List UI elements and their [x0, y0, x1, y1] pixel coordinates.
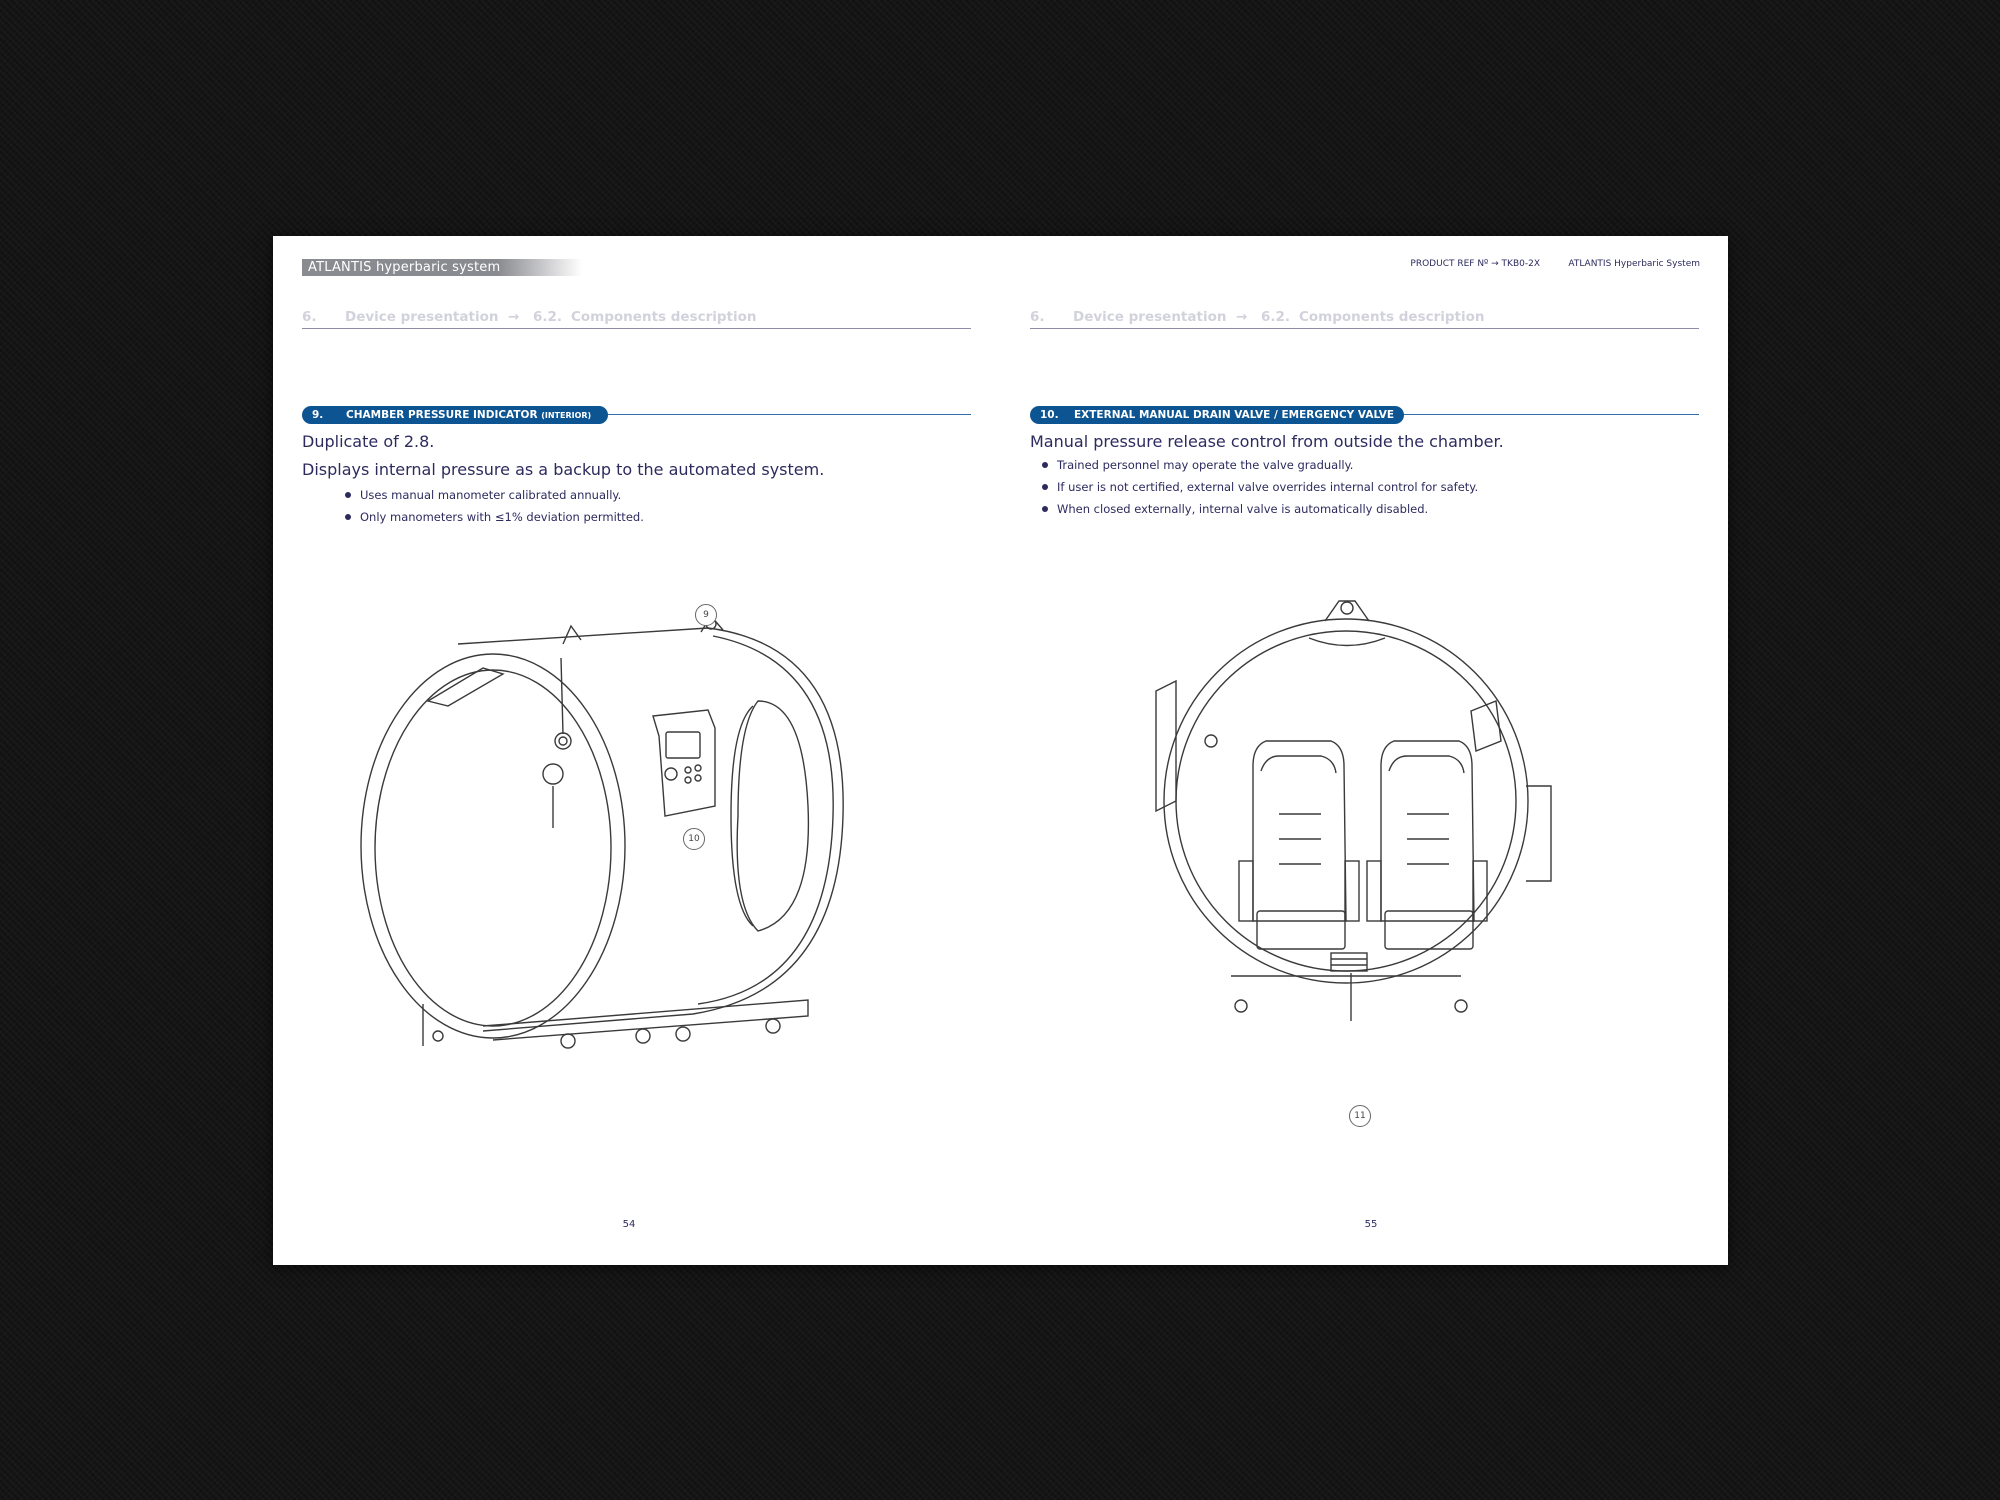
- component-number: 9.: [312, 409, 324, 421]
- arrow-right-icon: →: [508, 309, 520, 325]
- brand-tag-label: ATLANTIS hyperbaric system: [308, 260, 501, 275]
- subsection-title: Components description: [571, 309, 757, 325]
- component-title-qualifier: (INTERIOR): [541, 411, 592, 420]
- component-heading: [1030, 406, 1699, 424]
- product-ref: PRODUCT REF Nº → TKB0-2X: [1410, 259, 1540, 269]
- page-number: 54: [622, 1219, 636, 1230]
- section-title: Device presentation: [345, 309, 499, 325]
- description-line-2: Displays internal pressure as a backup to the automated system.: [302, 460, 825, 479]
- subsection-number: 6.2.: [533, 309, 563, 325]
- page-left: [273, 236, 1000, 1265]
- page-number: 55: [1364, 1219, 1378, 1230]
- section-number: 6.: [1030, 309, 1045, 325]
- bullet-item: If user is not certified, external valve overrides internal control for safety.: [1042, 476, 1478, 498]
- bullet-item: When closed externally, internal valve is automatically disabled.: [1042, 498, 1478, 520]
- document-spread: [273, 236, 1728, 1265]
- component-pill: [1030, 406, 1404, 424]
- section-header: [1030, 308, 1699, 329]
- component-number: 10.: [1040, 409, 1059, 421]
- callout-11: 11: [1349, 1105, 1371, 1127]
- subsection-number: 6.2.: [1261, 309, 1291, 325]
- header-title: ATLANTIS Hyperbaric System: [1568, 259, 1700, 269]
- chamber-side-drawing: [353, 606, 913, 1066]
- callout-9: 9: [695, 604, 717, 626]
- bullet-item: Only manometers with ≤1% deviation permitted.: [345, 506, 644, 528]
- bullet-list: [345, 484, 644, 528]
- bullet-item: Uses manual manometer calibrated annually.: [345, 484, 644, 506]
- brand-tag: [302, 259, 582, 276]
- section-number: 6.: [302, 309, 317, 325]
- bullet-item: Trained personnel may operate the valve gradually.: [1042, 454, 1478, 476]
- section-title: Device presentation: [1073, 309, 1227, 325]
- description-line-1: Manual pressure release control from outside the chamber.: [1030, 432, 1504, 451]
- section-header: [302, 308, 971, 329]
- callout-10: 10: [683, 828, 705, 850]
- component-heading: [302, 406, 971, 424]
- description-line-1: Duplicate of 2.8.: [302, 432, 435, 451]
- component-pill: [302, 406, 608, 424]
- component-title: EXTERNAL MANUAL DRAIN VALVE / EMERGENCY VALVE: [1074, 409, 1394, 421]
- bullet-list: [1042, 454, 1478, 520]
- chamber-front-drawing: [1081, 581, 1621, 1021]
- component-title-main: CHAMBER PRESSURE INDICATOR: [346, 409, 538, 421]
- subsection-title: Components description: [1299, 309, 1485, 325]
- page-right: [1001, 236, 1728, 1265]
- arrow-right-icon: →: [1236, 309, 1248, 325]
- component-title: [346, 406, 591, 425]
